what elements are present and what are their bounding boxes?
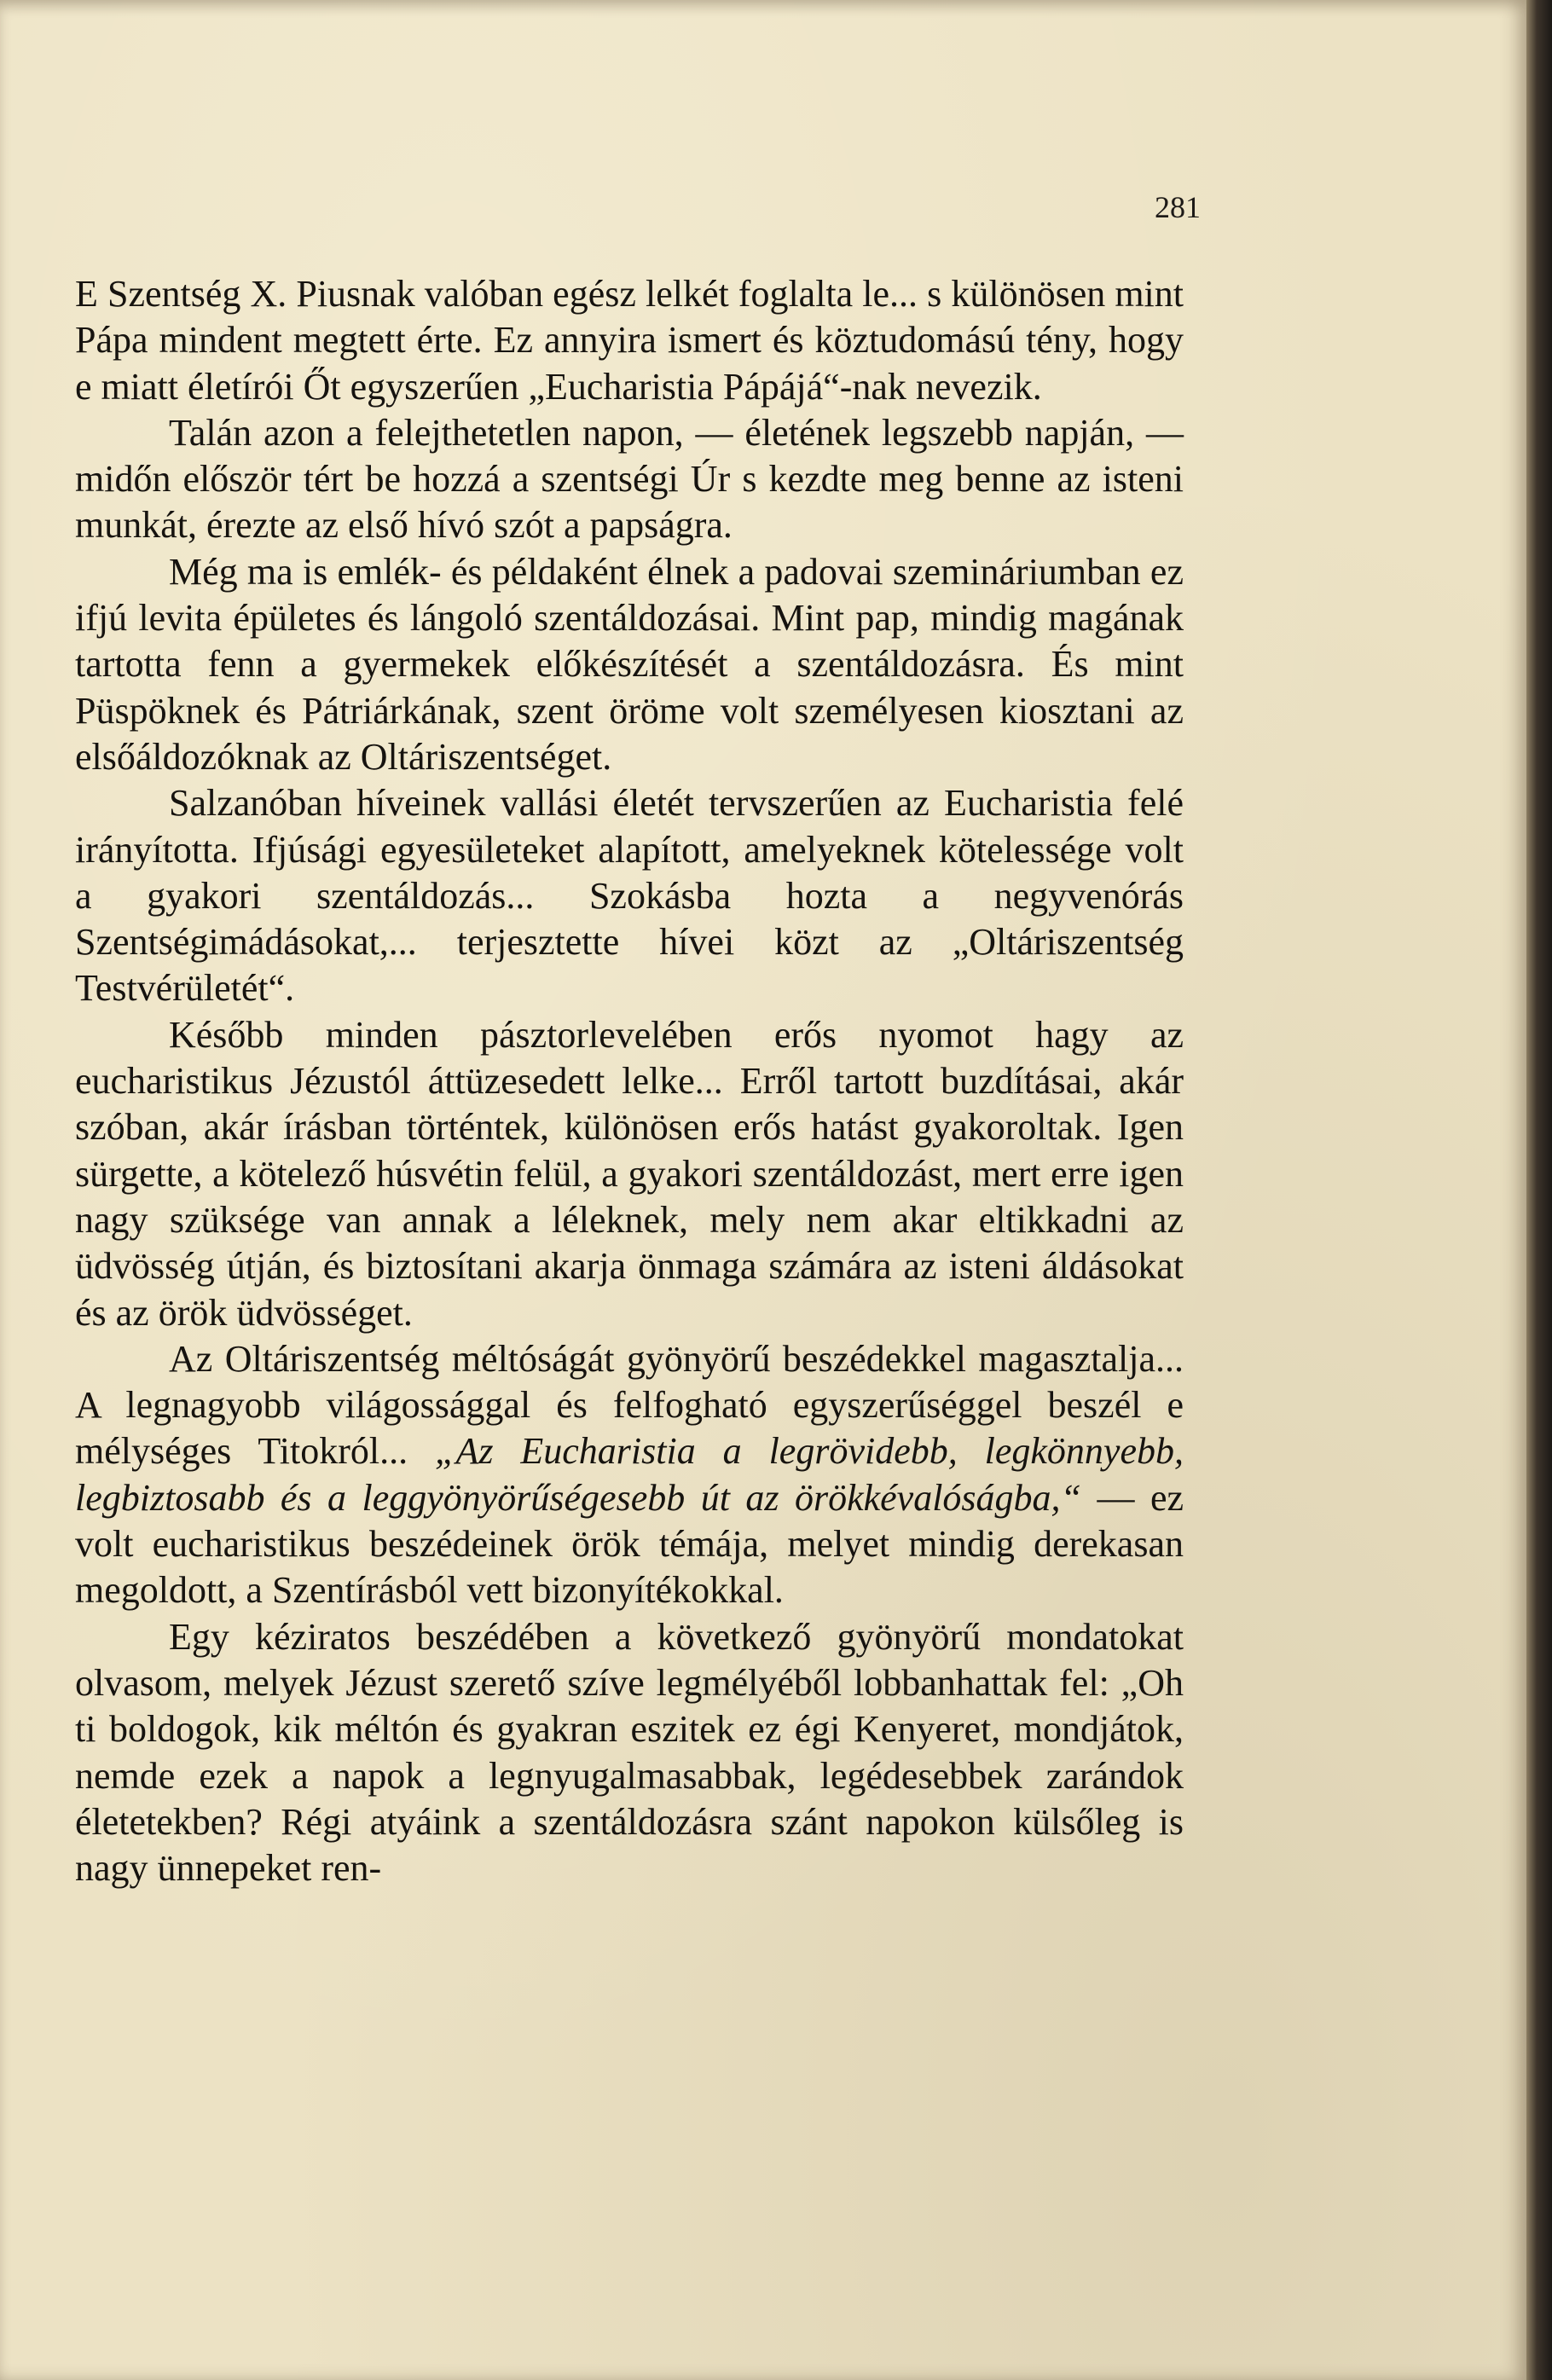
paragraph-5: Később minden pásztorlevelében erős nyomot hagy az eucharistikus Jézustól áttüzesedett lelke... Erről tartott buzdításai, akár szóban, akár írásban történtek, különösen erős hatást gyakoroltak. Igen sürgette, a kötelező húsvétin felül, a gyakori szentáldozást, mert erre igen nagy szüksége van annak a léleknek, mely nem akar eltikkadni az üdvösség útján, és biztosítani akarja önmaga számára az isteni áldásokat és az örök üdvösséget.: [75, 1013, 1184, 1334]
paragraph-1: E Szentség X. Piusnak valóban egész lelkét foglalta le... s különösen mint Pápa mindent megtett érte. Ez annyira ismert és köztudomású tény, hogy e miatt életírói Őt egyszerűen „Eucharistia Pápájá“-nak nevezik.: [75, 273, 1184, 408]
paragraph-3: Még ma is emlék- és példaként élnek a padovai szemináriumban ez ifjú levita épületes és lángoló szentáldozásai. Mint pap, mindig magának tartotta fenn a gyermekek előkészítését a szentáldozásra. És mint Püspöknek és Pátriárkának, szent öröme volt személyesen kiosztani az elsőáldozóknak az Oltáriszentséget.: [75, 550, 1184, 778]
paragraph-6-start: Az Oltáriszentség méltóságát gyönyörű beszédekkel magasztalja... A legnagyobb világossággal és felfogható egyszerűséggel beszél e mélységes Titokról...: [75, 1337, 1184, 1473]
paragraph-6-quote: „Az Eucharistia a legrövidebb, legkönnyebb, legbiztosabb és a leggyönyörűségesebb út az örökkévalóságba,“: [75, 1430, 1184, 1519]
paragraph-6: [75, 1336, 1184, 1614]
page-edge-shadow: [1526, 0, 1552, 2380]
body-text: [75, 271, 1184, 1891]
paragraph-7: Egy kéziratos beszédében a következő gyönyörű mondatokat olvasom, melyek Jézust szerető szíve legmélyéből lobbanhattak fel: „Oh ti boldogok, kik méltón és gyakran eszitek ez égi Kenyeret, mondjátok, nemde ezek a napok a legnyugalmasabbak, legédesebbek zarándok életetekben? Régi atyáink a szentáldozásra szánt napokon külsőleg is nagy ünnepeket ren-: [75, 1615, 1184, 1890]
paragraph-6-end: — ez volt eucharistikus beszédeinek örök témája, melyet mindig derekasan megoldott, a Szentírásból vett bizonyítékokkal.: [75, 1476, 1184, 1612]
page-number: 281: [1155, 190, 1201, 224]
paragraph-2: Talán azon a felejthetetlen napon, — életének legszebb napján, — midőn először tért be hozzá a szentségi Úr s kezdte meg benne az isteni munkát, érezte az első hívó szót a papságra.: [75, 411, 1184, 547]
paragraph-4: Salzanóban híveinek vallási életét tervszerűen az Eucharistia felé irányította. Ifjúsági egyesületeket alapított, amelyeknek kötelessége volt a gyakori szentáldozás... Szokásba hozta a negyvenórás Szentségimádásokat,... terjesztette hívei közt az „Oltáriszentség Testvérületét“.: [75, 782, 1184, 1010]
